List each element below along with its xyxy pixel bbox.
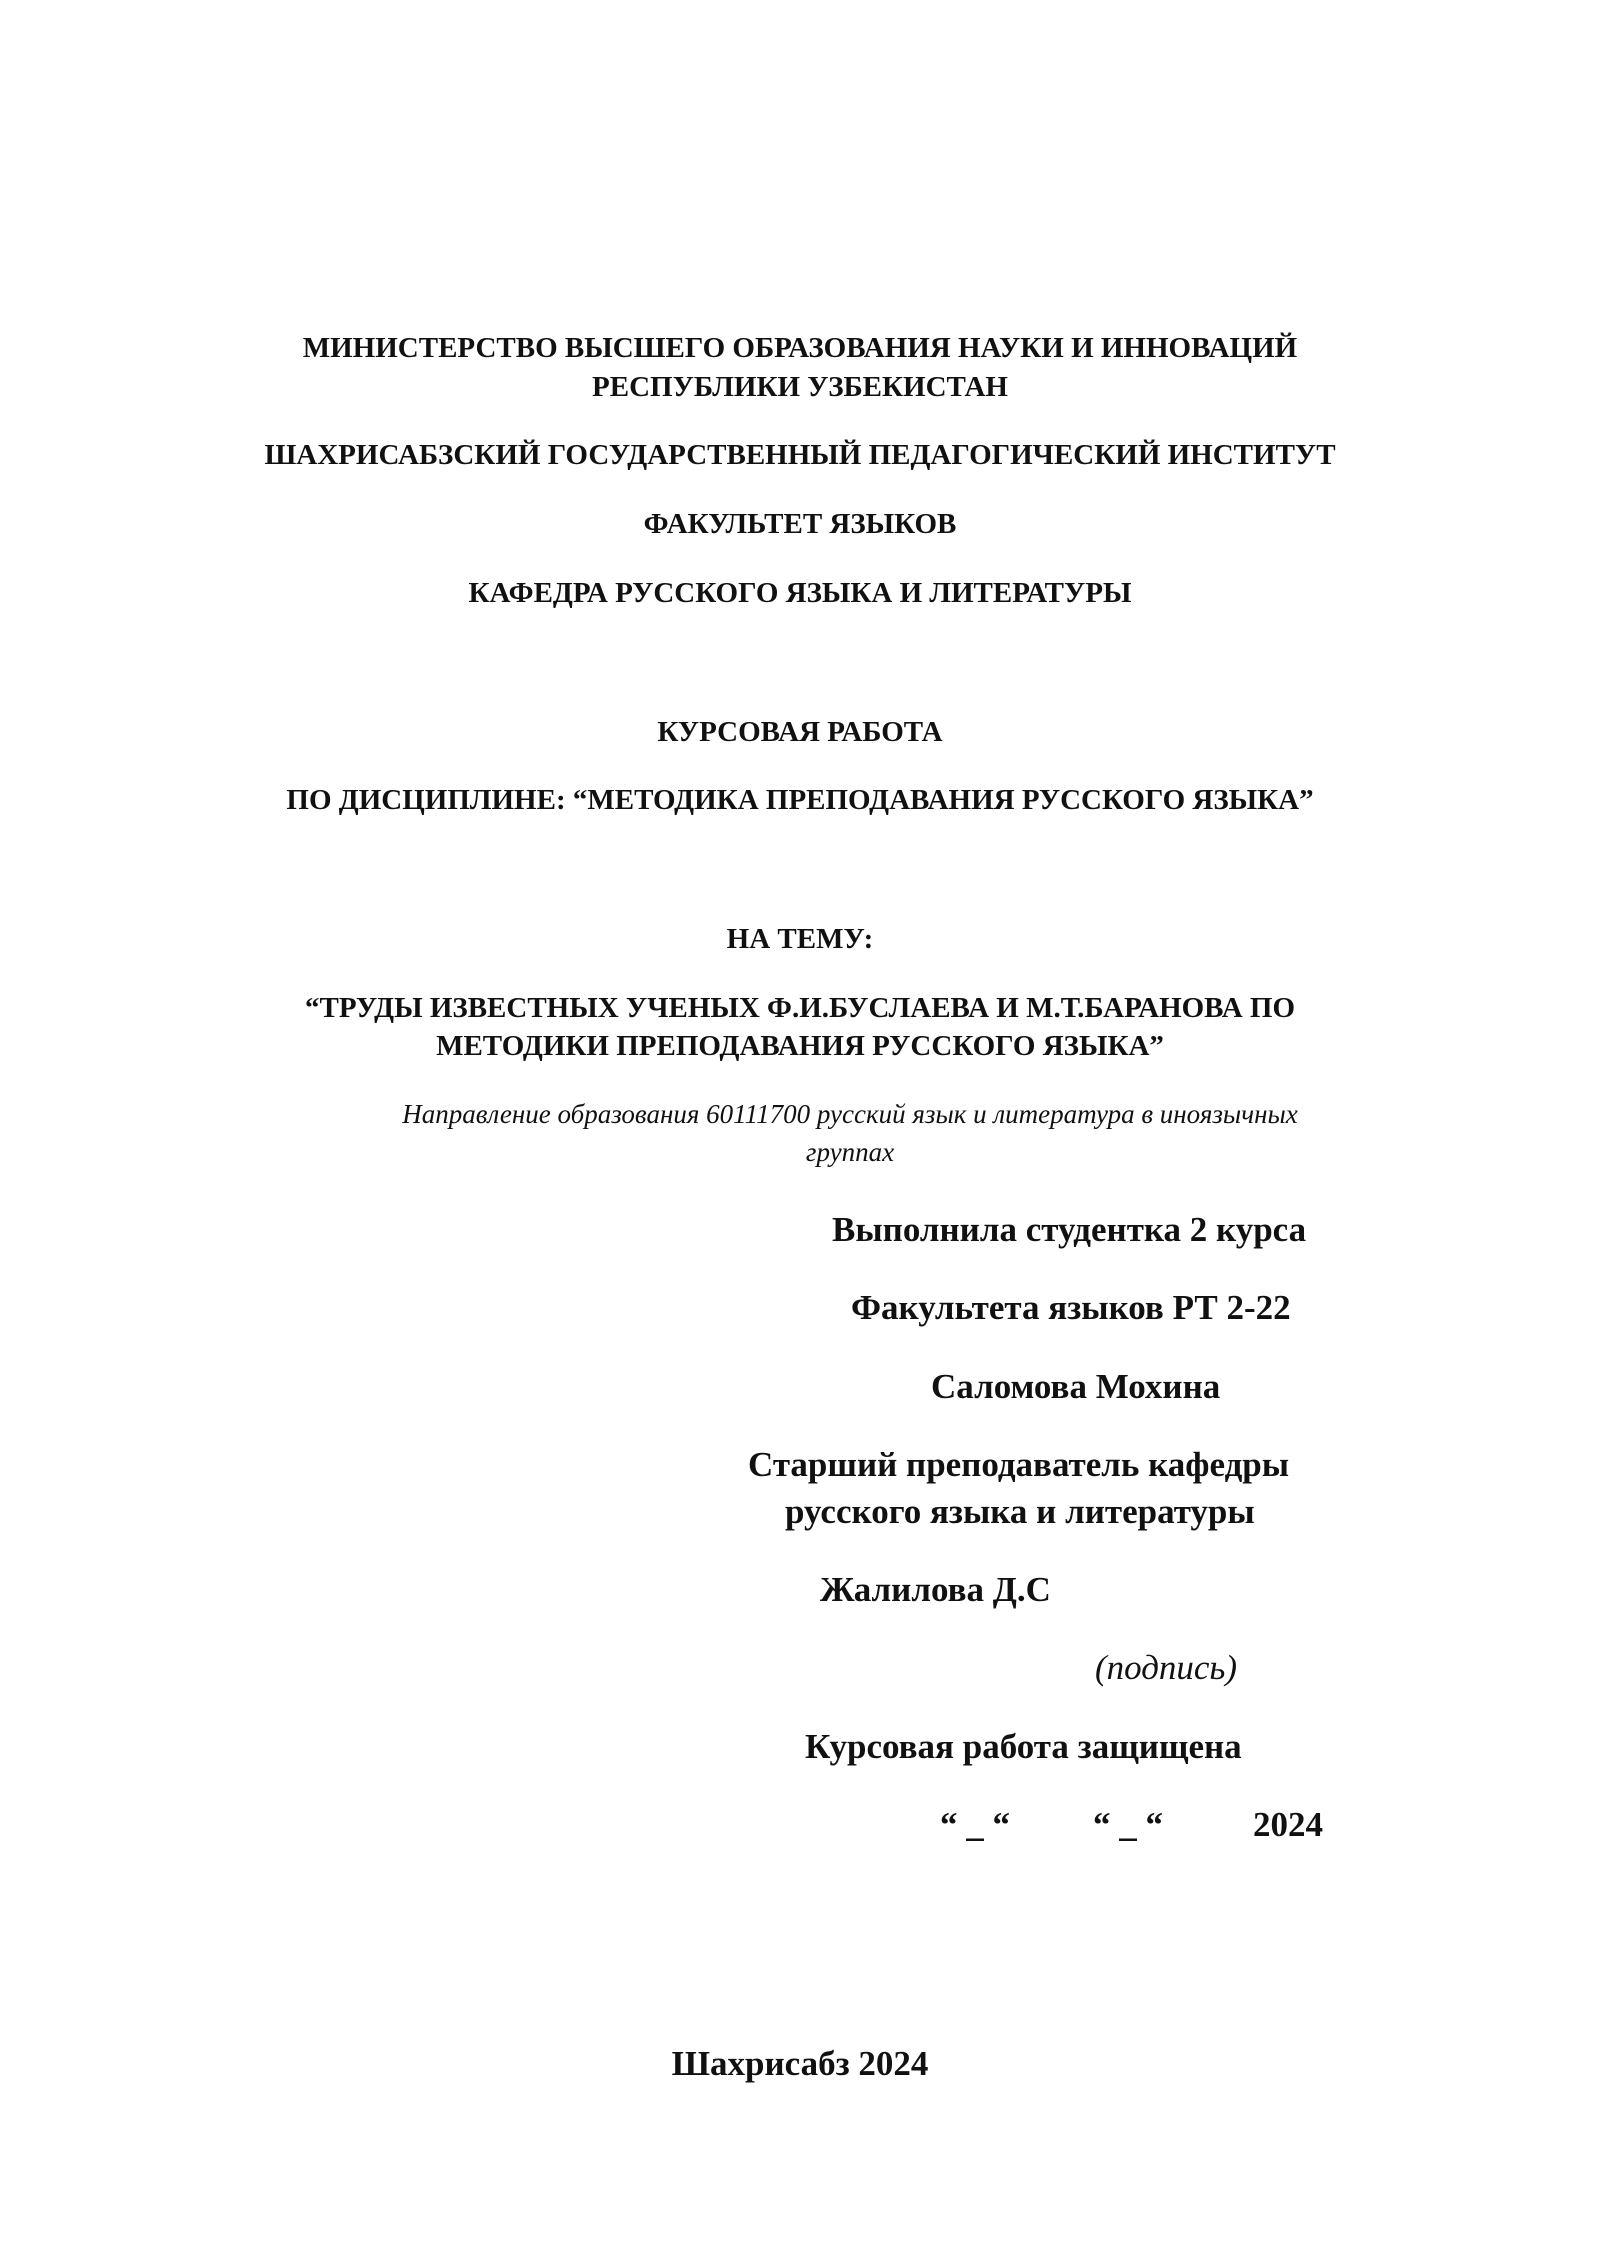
student-group: Факультета языков РТ 2-22 [851,1288,1291,1327]
direction-line-1: Направление образования 60111700 русский язык и литература в иноязычных [402,1099,1298,1129]
signature-placeholder: (подпись) [1095,1648,1238,1687]
defense-date-month: “ _ “ [1093,1805,1163,1844]
defense-date-year: 2024 [1253,1805,1323,1844]
place-and-year: Шахрисабз 2024 [671,2044,929,2083]
topic-line-2: МЕТОДИКИ ПРЕПОДАВАНИЯ РУССКОГО ЯЗЫКА” [436,1030,1164,1062]
student-name: Саломова Мохина [931,1367,1221,1406]
performed-by: Выполнила студентка 2 курса [832,1210,1307,1249]
defense-label: Курсовая работа защищена [805,1727,1242,1766]
direction-line-2: группах [805,1137,895,1167]
ministry-line-2: РЕСПУБЛИКИ УЗБЕКИСТАН [592,371,1008,403]
supervisor-position-2: русского языка и литературы [785,1492,1255,1531]
topic-label: НА ТЕМУ: [726,923,874,955]
topic-line-1: “ТРУДЫ ИЗВЕСТНЫХ УЧЕНЫХ Ф.И.БУСЛАЕВА И М.Т.БАРАНОВА ПО [304,992,1296,1024]
supervisor-name: Жалилова Д.С [820,1570,1051,1609]
defense-date-day: “ _ “ [940,1805,1010,1844]
supervisor-position-1: Старший преподаватель кафедры [748,1445,1290,1484]
work-type: КУРСОВАЯ РАБОТА [657,716,943,748]
discipline: ПО ДИСЦИПЛИНЕ: “МЕТОДИКА ПРЕПОДАВАНИЯ РУССКОГО ЯЗЫКА” [286,784,1314,816]
ministry-line-1: МИНИСТЕРСТВО ВЫСШЕГО ОБРАЗОВАНИЯ НАУКИ И ИННОВАЦИЙ [302,332,1298,364]
department-name: КАФЕДРА РУССКОГО ЯЗЫКА И ЛИТЕРАТУРЫ [468,577,1132,609]
faculty-name: ФАКУЛЬТЕТ ЯЗЫКОВ [643,508,957,540]
institute-name: ШАХРИСАБЗСКИЙ ГОСУДАРСТВЕННЫЙ ПЕДАГОГИЧЕСКИЙ ИНСТИТУТ [264,439,1336,471]
